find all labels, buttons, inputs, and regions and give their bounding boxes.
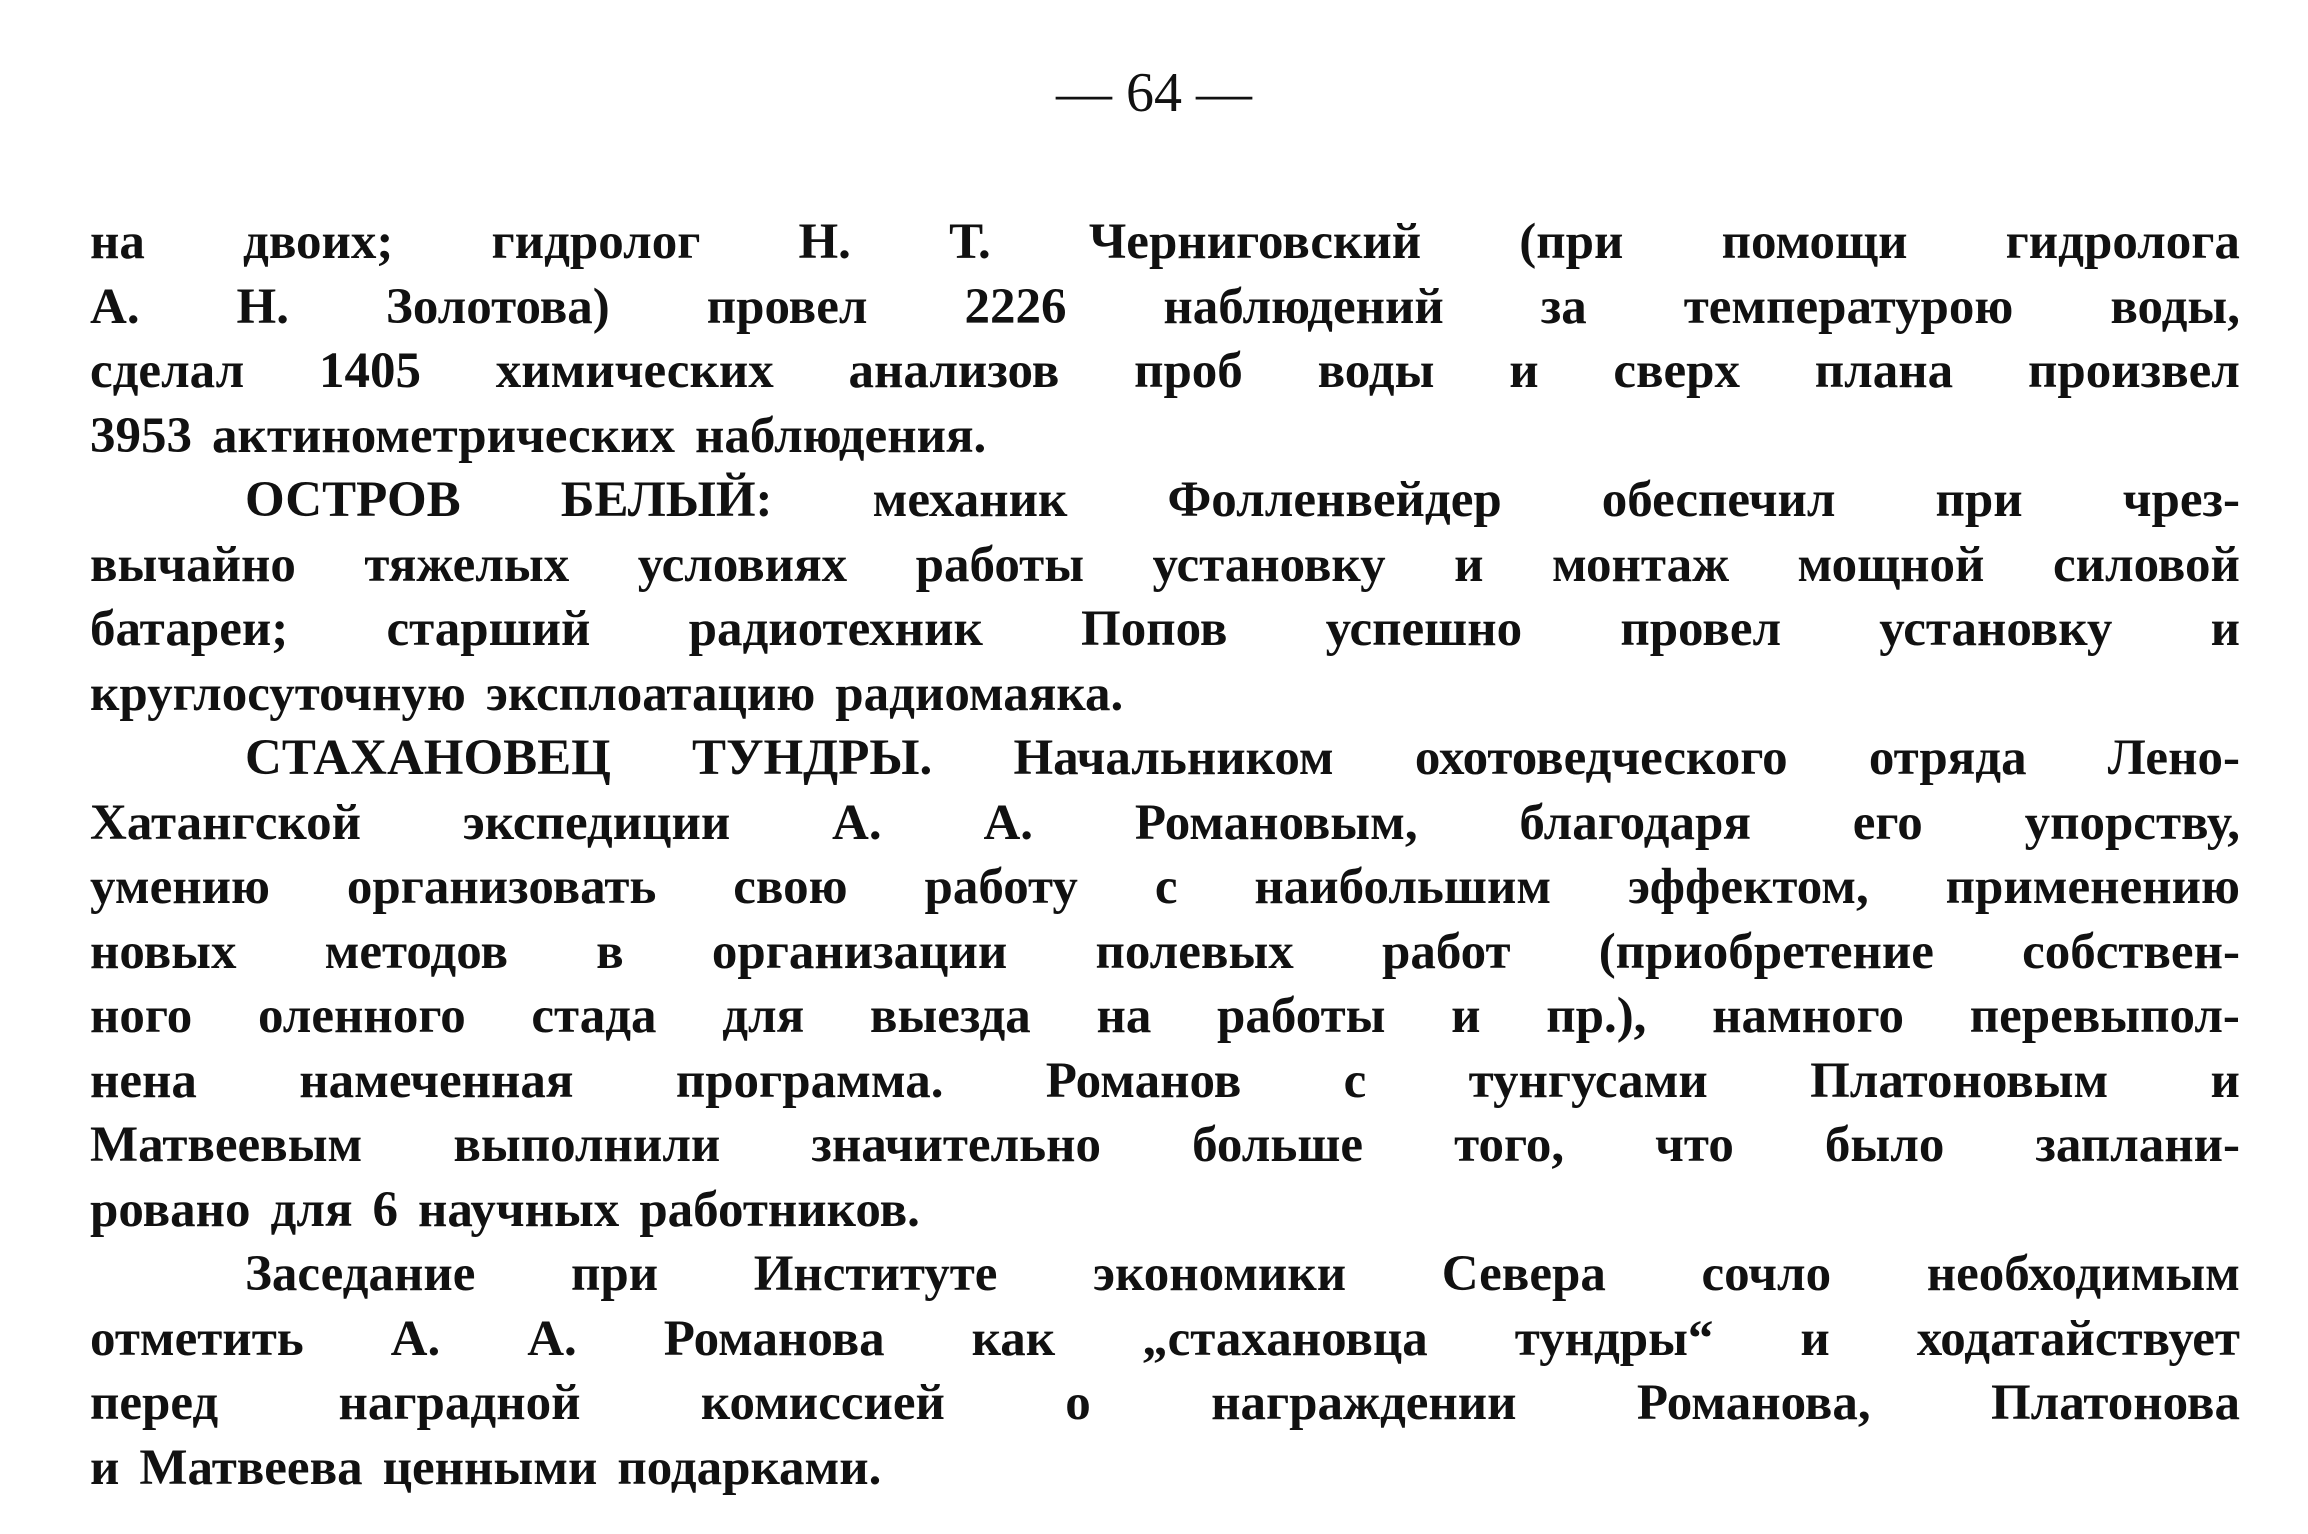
text-line: Заседание при Институте экономики Севера сочло необходимым — [245, 1246, 2240, 1302]
text-line: ного оленного стада для выезда на работы и пр.), намного перевыпол- — [90, 988, 2240, 1044]
text-line: и Матвеева ценными подарками. — [90, 1439, 882, 1496]
text-line: круглосуточную эксплоатацию радиомаяка. — [90, 665, 1124, 722]
text-line: Хатангской экспедиции А. А. Романовым, благодаря его упорству, — [90, 794, 2240, 851]
paragraph — [90, 1242, 2240, 1500]
body-text — [90, 210, 2240, 1500]
text-line: батареи; старший радиотехник Попов успешно провел установку и — [90, 601, 2240, 657]
text-line: нена намеченная программа. Романов с тунгусами Платоновым и — [90, 1052, 2240, 1109]
text-line: СТАХАНОВЕЦ ТУНДРЫ. Начальником охотоведческого отряда Лено- — [245, 730, 2240, 786]
text-line: умению организовать свою работу с наибольшим эффектом, применению — [90, 859, 2240, 915]
paragraph — [90, 468, 2240, 726]
text-line: ровано для 6 научных работников. — [90, 1181, 920, 1238]
text-line: сделал 1405 химических анализов проб воды и сверх плана произвел — [90, 343, 2240, 399]
text-line: новых методов в организации полевых работ (приобретение собствен- — [90, 923, 2240, 980]
text-line: перед наградной комиссией о награждении Романова, Платонова — [90, 1375, 2240, 1431]
text-line: вычайно тяжелых условиях работы установку и монтаж мощной силовой — [90, 536, 2240, 593]
text-line: А. Н. Золотова) провел 2226 наблюдений за температурою воды, — [90, 278, 2240, 335]
text-line: Матвеевым выполнили значительно больше того, что было заплани- — [90, 1117, 2240, 1173]
text-line: 3953 актинометрических наблюдения. — [90, 407, 987, 464]
text-line: ОСТРОВ БЕЛЫЙ: механик Фолленвейдер обеспечил при чрез- — [245, 472, 2240, 528]
paragraph — [90, 726, 2240, 1242]
page-number: — 64 — — [1056, 62, 1252, 124]
paragraph — [90, 210, 2240, 468]
text-line: на двоих; гидролог Н. Т. Черниговский (при помощи гидролога — [90, 214, 2240, 270]
text-line: отметить А. А. Романова как „стахановца тундры“ и ходатайствует — [90, 1310, 2240, 1367]
